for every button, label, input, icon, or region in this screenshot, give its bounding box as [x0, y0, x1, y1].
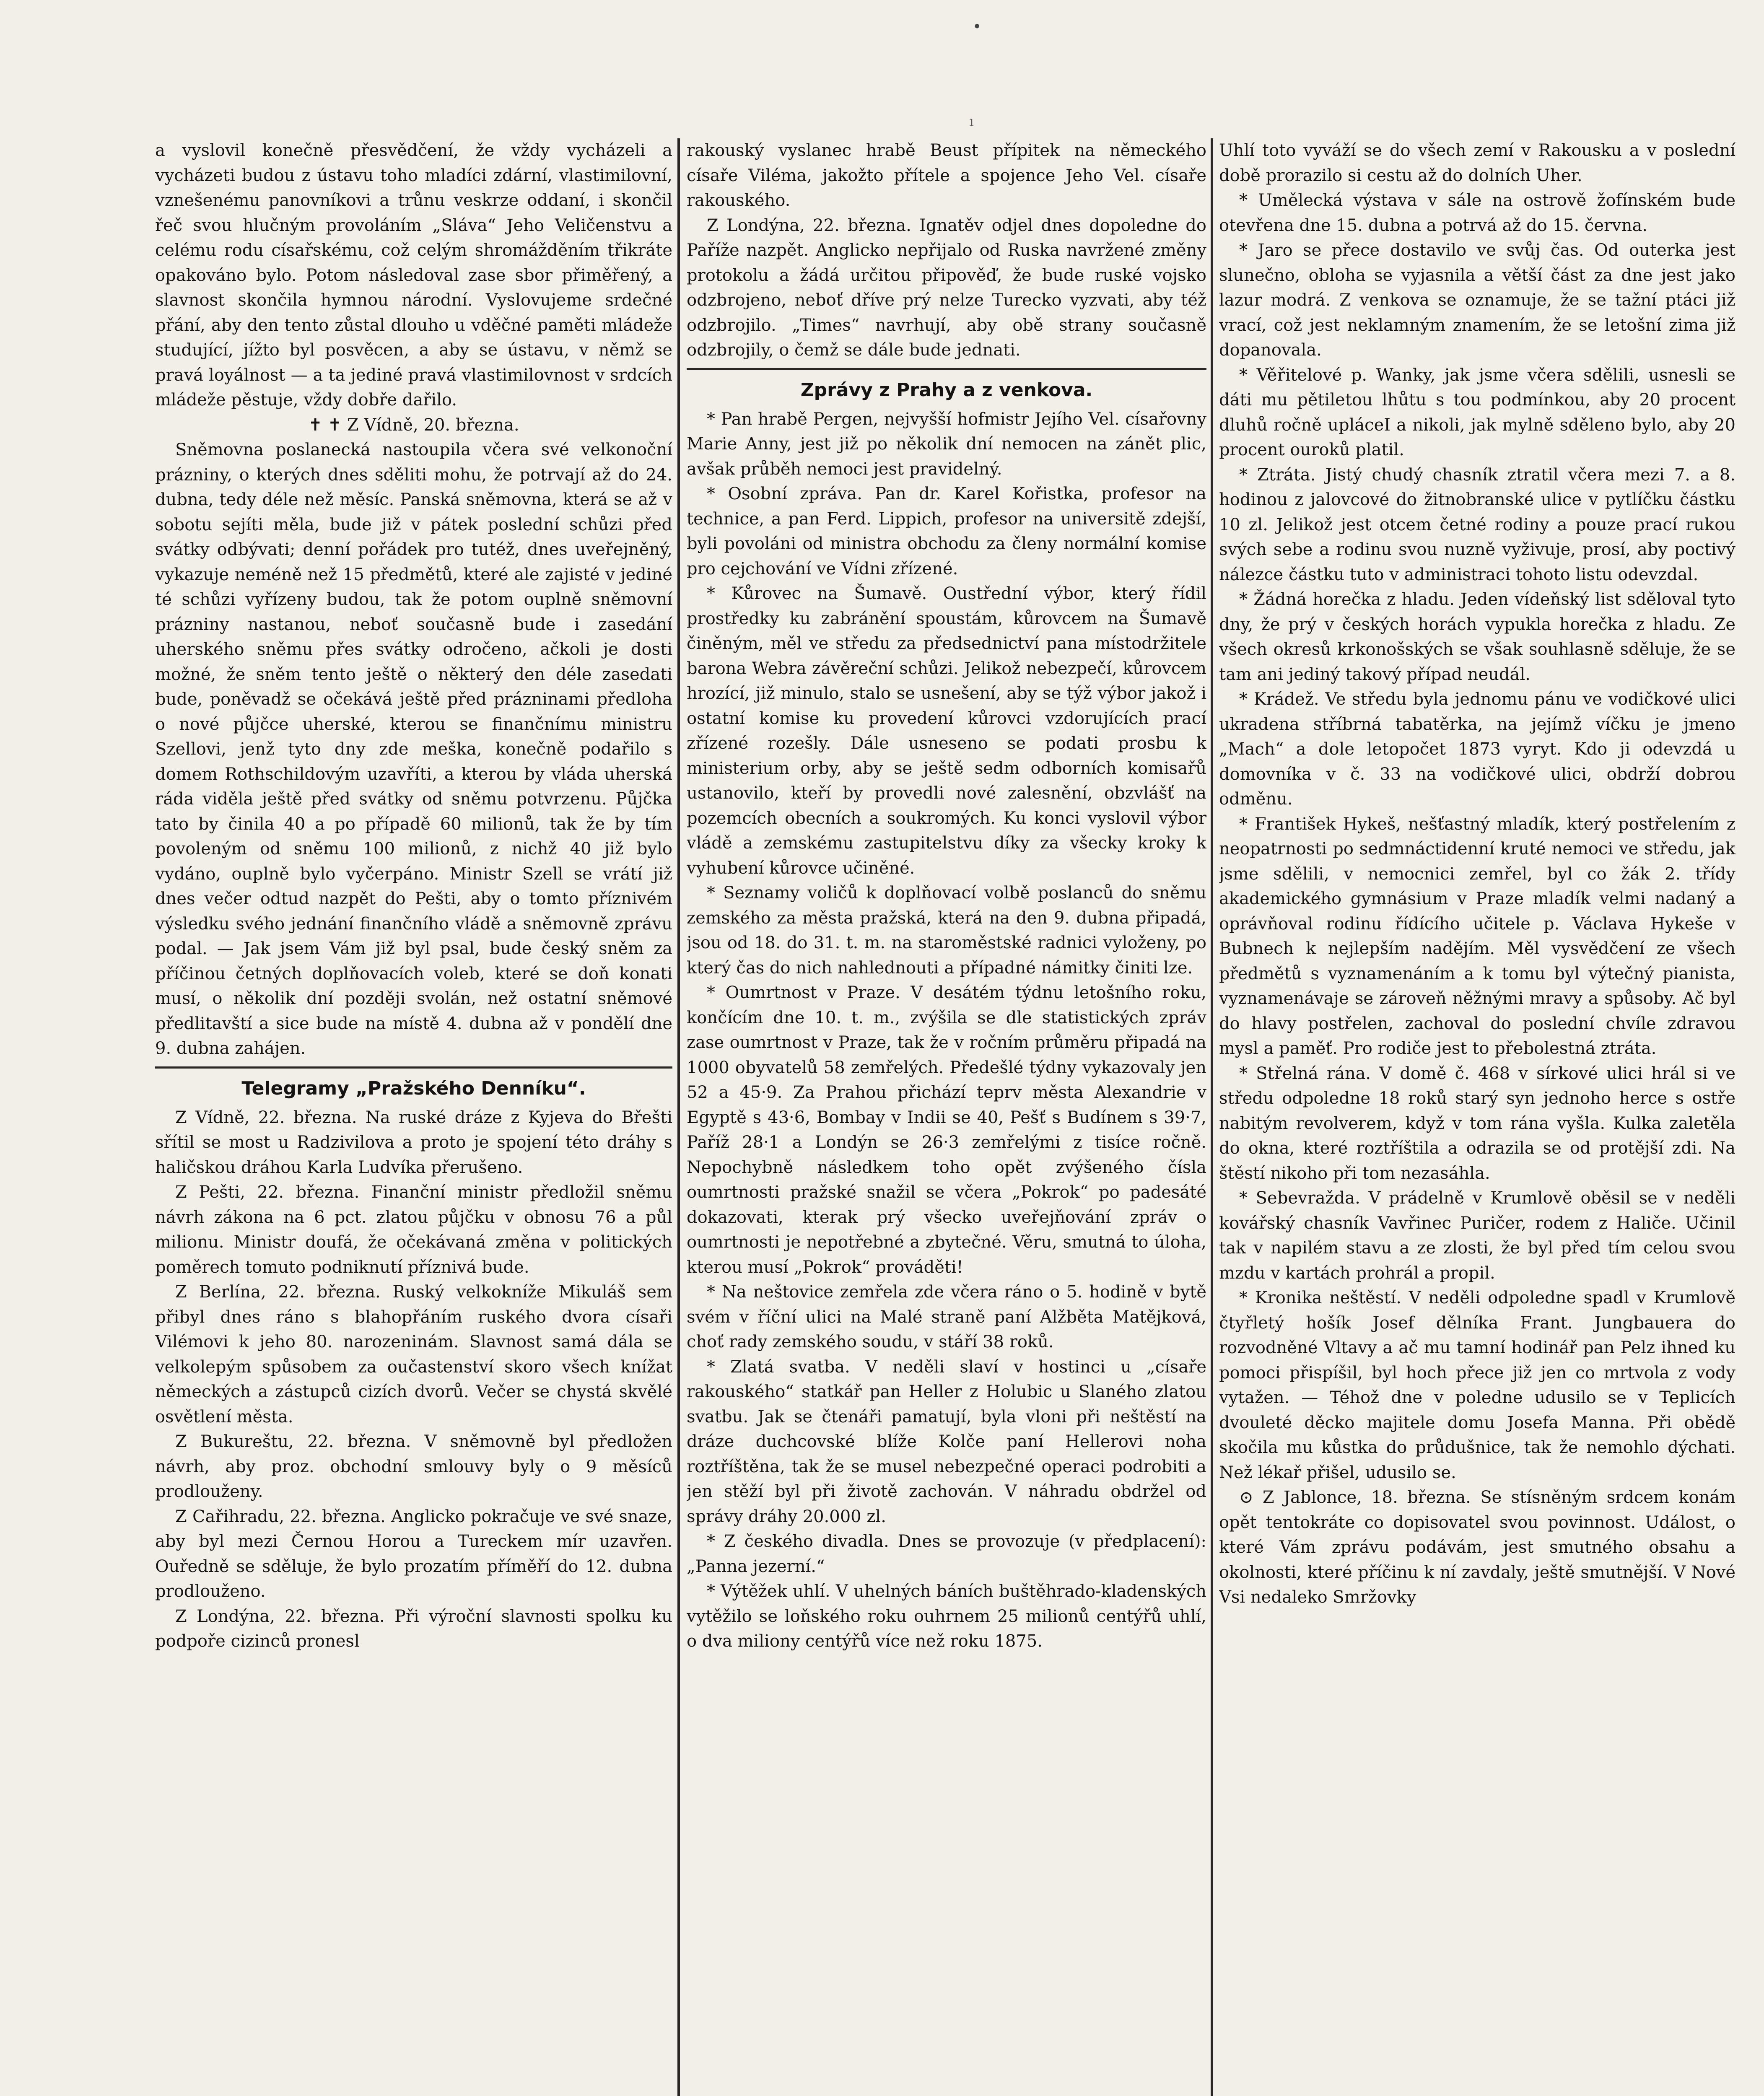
news-heading: Zprávy z Prahy a z venkova.	[800, 379, 1093, 401]
news-item: * Střelná rána. V domě č. 468 v sírkové ulici hrál si ve středu odpoledne 18 roků starý syn jednoho herce s ostře nabitým revolverem, když v tom rána vyšla. Kulka zaletěla do okna, které roztříštila a odrazila se od protější zdi. Na štěstí nikoho při tom nezasáhla.	[1219, 1064, 1735, 1183]
news-item: * Na neštovice zemřela zde včera ráno o 5. hodině v bytě svém v říční ulici na Malé straně paní Alžběta Matějková, choť rady zemského soudu, v stáří 38 roků.	[687, 1282, 1206, 1352]
vienna-report: Sněmovna poslanecká nastoupila včera své velkonoční prázniny, o kterých dnes sděliti mohu, že potrvají až do 24. dubna, tedy déle než měsíc. Panská sněmovna, která se až v sobotu sejíti měla, bude již v pátek poslední schůzi před svátky odbývati; denní pořádek pro tutéž, dnes uveřejněný, vykazuje neméně než 15 předmětů, které ale zajisté v jediné té schůzi vyřízeny budou, tak že potom ouplně sněmovní prázniny nastanou, neboť současně bude i zasedání uherského sněmu přes svátky odročeno, ačkoli je dosti možné, že sněm tento ještě o některý den déle zasedati bude, poněvadž se očekává ještě před prázninami předloha o nové půjčce uherské, kterou se finančnímu ministru Szellovi, jenž tyto dny zde meška, konečně podařilo s domem Rothschildovým uzavříti, a kterou by vláda uherská ráda viděla ještě před svátky od sněmu potvrzenu. Půjčka tato by činila 40 a po případě 60 milionů, tak že by tím povoleným od sněmu 100 milionů, z nichž 40 již bylo vydáno, ouplně bylo vyčerpáno. Ministr Szell se vrátí již dnes večer odtud nazpět do Pešti, aby o tomto příznivém výsledku svého jednání finančního vládě a sněmovně zprávu podal. — Jak jsem Vám již byl psal, bude český sněm za příčinou četných doplňovacích voleb, které se doň konati musí, o několik dní později svolán, než ostatní sněmové předlitavští a sice bude na místě 4. dubna až v pondělí dne 9. dubna zahájen.	[155, 440, 672, 1058]
top-dot-mark: •	[973, 18, 982, 36]
column-rule-2	[1211, 138, 1213, 2096]
news-item: * Jaro se přece dostavilo ve svůj čas. Od outerka jest slunečno, obloha se vyjasnila a větší část za dne jest jako lazur modrá. Z venkova se oznamuje, že se tažní ptáci již vrací, což jest neklamným znamením, že se letošní zima již dopanovala.	[1219, 241, 1735, 360]
news-item: * Kronika neštěstí. V neděli odpoledne spadl v Krumlově čtyřletý hošík Josef dělníka Frant. Jungbauera do rozvodněné Vltavy a ač mu tamní hodinář pan Pelz ihned ku pomoci přispíšil, byl hoch přece již jen co mrtvola z vody vytažen. — Téhož dne v poledne udusilo se v Teplicích dvouleté děcko majitele domu Josefa Manna. Při obědě skočila mu kůstka do průdušnice, tak že nemohlo dýchati. Než lékař přišel, udusilo se.	[1219, 1288, 1735, 1482]
news-item: * Zlatá svatba. V neděli slaví v hostinci u „císaře rakouského“ statkář pan Heller z Holubic u Slaného zlatou svatbu. Jak se čtenáři pamatují, byla vloni při neštěstí na dráze duchcovské blíže Kolče paní Hellerovi noha roztříštěna, tak že se musel nebezpečné operaci podrobiti a jen stěží byl při životě zachován. V náhradu obdržel od správy dráhy 20.000 zl.	[687, 1357, 1206, 1526]
telegram-london: Z Londýna, 22. března. Při výroční slavnosti spolku ku podpoře cizinců pronesl	[155, 1606, 672, 1651]
telegram-pest: Z Pešti, 22. března. Finanční ministr předložil sněmu návrh zákona na 6 pct. zlatou půjčku v obnosu 76 a půl milionu. Ministr doufá, že očekávaná změna v politických poměrech tomuto podniknutí příznivá bude.	[155, 1183, 672, 1277]
news-item: * Z českého divadla. Dnes se provozuje (v předplacení): „Panna jezerní.“	[687, 1532, 1206, 1576]
telegram-constantinople: Z Cařihradu, 22. března. Anglicko pokračuje ve své snaze, aby byl mezi Černou Horou a Tureckem mír uzavřen. Ouředně se sděluje, že bylo prozatím příměří do 12. dubna prodlouženo.	[155, 1507, 672, 1601]
news-item: * Pan hrabě Pergen, nejvyšší hofmistr Jejího Vel. císařovny Marie Anny, jest již po několik dní nemocen na zánět plic, avšak průběh nemoci jest pravidelný.	[687, 409, 1206, 479]
top-tick-mark: ı	[969, 113, 974, 130]
news-item: * Umělecká výstava v sále na ostrově žofínském bude otevřena dne 15. dubna a potrvá až do 15. června.	[1219, 191, 1735, 235]
telegrams-heading: Telegramy „Pražského Denníku“.	[241, 1077, 586, 1099]
news-item: * Věřitelové p. Wanky, jak jsme včera sdělili, usnesli se dáti mu pětiletou lhůtu s tou podmínkou, aby 20 procent dluhů ročně upláceI a nikoli, jak mylně sděleno bylo, aby 20 procent ouroků platil.	[1219, 365, 1735, 459]
news-item: * František Hykeš, nešťastný mladík, který postřelením z neopatrnosti po sedmnáctidenní kruté nemoci ve středu, jak jsme sdělili, v nemocnici zemřel, byl co žák 2. třídy akademického gymnásium v Praze mladík velmi nadaný a oprávňoval rodinu řídícího učitele p. Václava Hykeše v Bubnech k nejlepším nadějím. Měl vysvědčení ze všech předmětů s vyznamenáním a k tomu byl výtečný pianista, vyznamenávaje se zároveň něžnými mravy a spůsoby. Ač byl do hlavy postřelen, zachoval do poslední chvíle zdravou mysl a paměť. Pro rodiče jest to přebolestná ztráta.	[1219, 814, 1735, 1058]
news-item: * Ztráta. Jistý chudý chasník ztratil včera mezi 7. a 8. hodinou z jalovcové do žitnobranské ulice v pytlíčku částku 10 zl. Jelikož jest otcem četné rodiny a pouze prací rukou svých sebe a rodinu svou nuzně vyživuje, prosí, aby poctivý nálezce částku tuto v administraci tohoto listu odevzdal.	[1219, 465, 1735, 584]
telegram-continuation: rakouský vyslanec hrabě Beust přípitek na německého císaře Viléma, jakožto přítele a spojence Jeho Vel. císaře rakouského.	[687, 141, 1206, 210]
column-1	[155, 138, 672, 2096]
telegram-vienna: Z Vídně, 22. března. Na ruské dráze z Kyjeva do Břešti sřítil se most u Radzivilova a proto je spojení této dráhy s haličskou dráhou Karla Ludvíka přerušeno.	[155, 1108, 672, 1177]
news-item: * Sebevražda. V prádelně v Krumlově oběsil se v neděli kovářský chasník Vavřinec Puričer, rodem z Haliče. Učinil tak v napilém stavu a ze zlosti, že byl před tím celou svou mzdu v kartách prohrál a propil.	[1219, 1188, 1735, 1283]
column-3	[1219, 138, 1735, 2096]
news-item: * Kůrovec na Šumavě. Oustřední výbor, který řídil prostředky ku zabránění spoustám, kůrovcem na Šumavě činěným, měl ve středu za předsednictví pana místodržitele barona Webra závěreční schůzi. Jelikož nebezpečí, kůrovcem hrozící, již minulo, stalo se usnešení, aby se týž výbor jakož i ostatní komise ku provedení kůrovci vzdorujících prací zřízené rozešly. Dále usneseno se podati prosbu k ministerium orby, aby se ještě sedm odborních komisařů ustanovilo, kteří by provedli nové zalesnění, obzvlášť na pozemcích obecních a soukromých. Ku konci vyslovil výbor vládě a zemskému zastupitelstvu díky za všecky kroky k vyhubení kůrovce učiněné.	[687, 584, 1206, 878]
article-continuation: a vyslovil konečně přesvědčení, že vždy vycházeli a vycházeti budou z ústavu toho mladíci zdární, vlastimilovní, vznešenému panovníkovi a trůnu veskrze oddaní, i skončil řeč svou hlučným provoláním „Sláva“ Jeho Veličenstvu a celému rodu císařskému, což celým shromážděním třikráte opakováno bylo. Potom následoval zase sbor přiměřený, a slavnost skončila hymnou národní. Vyslovujeme srdečné přání, aby den tento zůstal dlouho u vděčné paměti mládeže studující, jížto byl posvěcen, a aby se ústavu, v němž se pravá loyálnost — a ta jediné pravá vlastimilovnost v srdcích mládeže pěstuje, vždy dobře dařilo.	[155, 141, 672, 410]
correspondence-jablonec: ⊙ Z Jablonce, 18. března. Se stísněným srdcem konám opět tentokráte co dopisovatel svou povinnost. Událost, o které Vám zprávu podávám, jest smutného obsahu a okolnosti, které příčinu k ní zavdaly, ještě smutnější. V Nové Vsi nedaleko Smržovky	[1219, 1488, 1735, 1607]
news-item: * Seznamy voličů k doplňovací volbě poslanců do sněmu zemského za města pražská, která na den 9. dubna připadá, jsou od 18. do 31. t. m. na staroměstské radnici vyloženy, po který čas do nich nahlednouti a případné námitky činiti lze.	[687, 883, 1206, 978]
news-continuation: Uhlí toto vyváží se do všech zemí v Rakousku a v poslední době prorazilo si cestu až do dolních Uher.	[1219, 141, 1735, 185]
section-divider	[687, 368, 1206, 370]
telegram-london-2: Z Londýna, 22. března. Ignatěv odjel dnes dopoledne do Paříže nazpět. Anglicko nepřijalo od Ruska navržené změny protokolu a žádá určitou připověď, že bude ruské vojsko odzbrojeno, neboť dříve prý nelze Turecko vyzvati, aby též odzbrojilo. „Times“ navrhují, aby obě strany současně odzbrojily, o čemž se dále bude jednati.	[687, 215, 1206, 360]
column-2	[687, 138, 1206, 2096]
dateline-vienna: ✝ ✝ Z Vídně, 20. března.	[308, 415, 519, 435]
section-divider	[155, 1066, 672, 1069]
telegram-berlin: Z Berlína, 22. března. Ruský velkokníže Mikuláš sem přibyl dnes ráno s blahopřáním ruského dvora císaři Vilémovi k jeho 80. narozeninám. Slavnost samá dála se velkolepým spůsobem za oučastenství skoro všech knížat německých a zástupců cizích dvorů. Večer se chystá skvělé osvětlení města.	[155, 1282, 672, 1427]
news-item: * Oumrtnost v Praze. V desátém týdnu letošního roku, končícím dne 10. t. m., zvýšila se dle statistických zpráv zase oumrtnost v Praze, tak že v ročním průměru připadá na 1000 obyvatelů 58 zemřelých. Předešlé týdny vykazovaly jen 52 a 45·9. Za Prahou přichází teprv města Alexandrie v Egyptě s 43·6, Bombay v Indii se 40, Pešť s Budínem s 39·7, Paříž 28·1 a Londýn se 26·3 zemřelými z tisíce ročně. Nepochybně následkem toho opět zvýšeného čísla oumrtnosti pražské snažil se včera „Pokrok“ po padesáté dokazovati, kterak prý všecko uveřejňování zpráv o oumrtnosti je nepotřebné a zbytečné. Věru, smutná to úloha, kterou musí „Pokrok“ prováděti!	[687, 983, 1206, 1277]
news-item: * Žádná horečka z hladu. Jeden vídeňský list sděloval tyto dny, že prý v českých horách vypukla horečka z hladu. Ze všech okresů krkonošských se však souhlasně sděluje, že se tam ani jediný takový případ neudál.	[1219, 590, 1735, 684]
news-item: * Krádež. Ve středu byla jednomu pánu ve vodičkové ulici ukradena stříbrná tabatěrka, na jejímž víčku je jmeno „Mach“ a dole letopočet 1873 vyryt. Kdo ji odevzdá u domovníka v č. 33 na vodičkové ulici, obdrží dobrou odměnu.	[1219, 690, 1735, 809]
news-item: * Výtěžek uhlí. V uhelných báních buštěhrado-kladenských vytěžilo se loňského roku ouhrnem 25 milionů centýřů uhlí, o dva miliony centýřů více než roku 1875.	[687, 1582, 1206, 1651]
news-item: * Osobní zpráva. Pan dr. Karel Kořistka, profesor na technice, a pan Ferd. Lippich, profesor na universitě zdejší, byli povoláni od ministra obchodu za členy normální komise pro cejchování ve Vídni zřízené.	[687, 484, 1206, 578]
column-rule-1	[677, 138, 680, 2096]
telegram-bucharest: Z Bukureštu, 22. března. V sněmovně byl předložen návrh, aby proz. obchodní smlouvy byly o 9 měsíců prodlouženy.	[155, 1432, 672, 1501]
